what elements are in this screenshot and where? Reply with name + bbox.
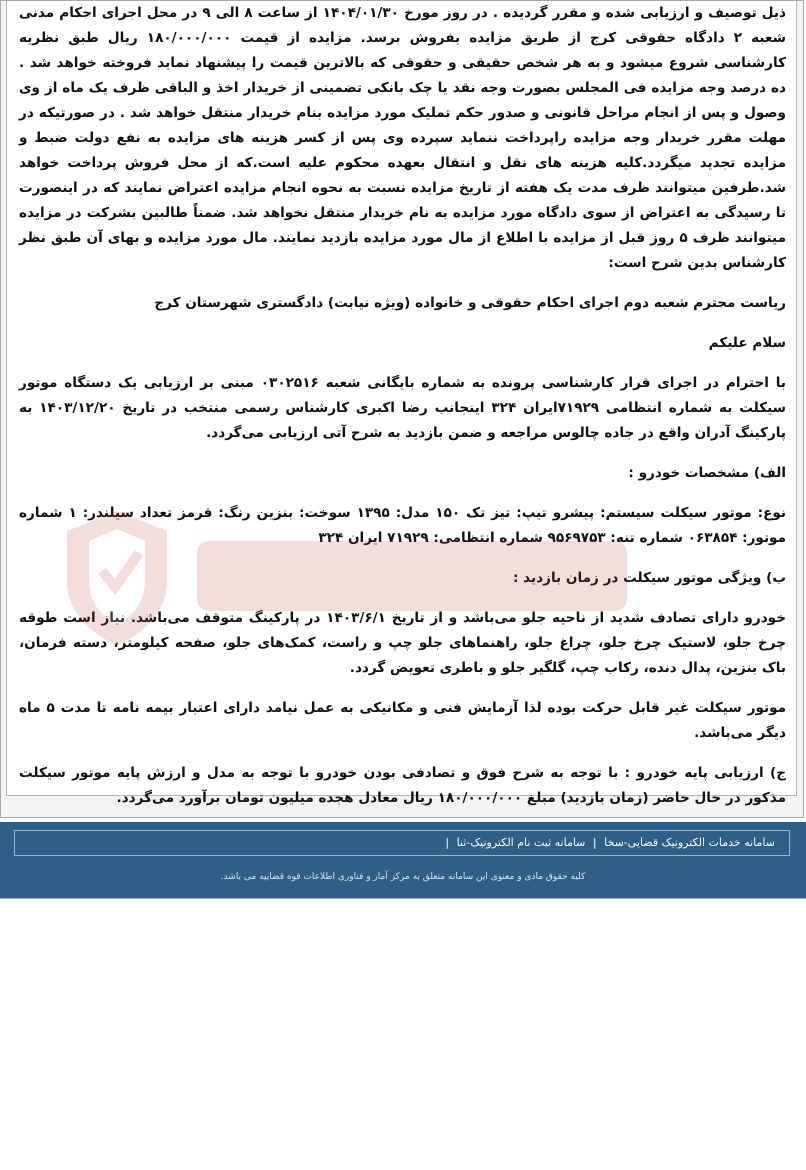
respect-paragraph: با احترام در اجرای قرار کارشناسی پرونده به شماره بایگانی شعبه ۰۳۰۲۵۱۶ مبنی بر ارزیابی یک دستگاه موتور سیکلت به شماره انتظامی ۷۱۹۲۹ایران ۳۲۴ اینجانب رضا اکبری کارشناس رسمی منتخب در تاریخ ۱۴۰۳/۱۲/۲۰ به پارکینگ آدران واقع در جاده چالوس مراجعه و ضمن بازدید به شرح آتی ارزیابی می‌گردد. — [19, 375, 787, 441]
greeting-line: سلام علیکم — [708, 335, 786, 351]
section-a-body: نوع: موتور سیکلت سیستم: پیشرو تیپ: تیز تک ۱۵۰ مدل: ۱۳۹۵ سوخت: بنزین رنگ: قرمز تعداد سیلندر: ۱ شماره موتور: ۰۶۳۸۵۴ شماره تنه: ۹۵۶۹۷۵۳ شماره انتظامی: ۷۱۹۲۹ ایران ۳۲۴ — [19, 505, 787, 546]
footer-link-sana[interactable]: سامانه ثبت نام الکترونیک-ثنا — [456, 836, 586, 849]
site-footer — [0, 822, 806, 899]
section-a-title: الف) مشخصات خودرو : — [628, 465, 786, 481]
section-b-body: خودرو دارای تصادف شدید از ناحیه جلو می‌باشد و از تاریخ ۱۴۰۳/۶/۱ در پارکینگ متوقف می‌باشد. نیاز است طوقه چرخ جلو، لاستیک چرخ جلو، چراغ جلو، راهنماهای جلو چپ و راست، کمک‌های جلو، صفحه کیلومتر، دسته فرمان، باک بنزین، پدال دنده، رکاب چپ، گلگیر جلو و باطری تعویض گردد. — [19, 610, 786, 676]
footer-link-sakha[interactable]: سامانه خدمات الکترونیک قضایی-سخا — [604, 836, 775, 849]
addressee-line: ریاست محترم شعبه دوم اجرای احکام حقوقی و خانواده (ویژه نیابت) دادگستری شهرستان کرج — [154, 295, 786, 311]
document-body — [7, 1, 796, 811]
document-panel — [6, 1, 797, 806]
section-b-title: ب) ویژگی موتور سیکلت در زمان بازدید : — [513, 570, 786, 586]
footer-separator-end: | — [445, 836, 450, 849]
footer-links-bar — [14, 830, 790, 856]
footer-copyright: کلیه حقوق مادی و معنوی این سامانه متعلق به مرکز آمار و فناوری اطلاعات قوه قضاییه می باشد. — [220, 872, 586, 882]
section-c-body: ج) ارزیابی پایه خودرو : با توجه به شرح فوق و تصادفی بودن خودرو با توجه به مدل و ارزش پایه موتور سیکلت مذکور در حال حاضر (زمان بازدید) مبلغ ۱۸۰/۰۰۰/۰۰۰ ریال معادل هجده میلیون تومان برآورد می‌گردد. — [19, 765, 786, 806]
footer-separator: | — [592, 836, 597, 849]
auction-intro-paragraph: ذیل توصیف و ارزیابی شده و مقرر گردیده . در روز مورخ ۱۴۰۴/۰۱/۳۰ از ساعت ۸ الی ۹ در محل اجرای احکام مدنی شعبه ۲ دادگاه حقوقی کرج از طریق مزایده بفروش برسد. مزایده از قیمت ۱۸۰/۰۰۰/۰۰۰ ریال طبق نظریه کارشناسی شروع میشود و به هر شخص حقیقی و حقوقی که بالاترین قیمت را پیشنهاد نماید فروخته خواهد شد . ده درصد وجه مزایده فی المجلس بصورت وجه نقد یا چک بانکی تضمینی از خریدار اخذ و الباقی ظرف یک ماه از وی وصول و پس از انجام مراحل قانونی و صدور حکم تملیک مورد مزایده بنام خریدار منتقل خواهد شد . در صورتیکه در مهلت مقرر خریدار وجه مزایده راپرداخت ننماید سپرده وی پس از کسر هزینه های مزایده به نفع دولت ضبط و مزایده تجدید میگردد.کلیه هزینه های نقل و انتقال بعهده محکوم علیه است.که از محل فروش پرداخت خواهد شد.طرفین میتوانند ظرف مدت یک هفته از تاریخ مزایده نسبت به نحوه انجام مزایده اعتراض نمایند که در اینصورت تا رسیدگی به اعتراض از سوی دادگاه مورد مزایده به نام خریدار منتقل نخواهد شد. ضمناً طالبین بشرکت در مزایده میتوانند ظرف ۵ روز قبل از مزایده با اطلاع از مال مورد مزایده بازدید نمایند. مال مورد مزایده و بهای آن طبق نظر کارشناس بدین شرح است: — [19, 5, 787, 271]
inspection-note: موتور سیکلت غیر قابل حرکت بوده لذا آزمایش فنی و مکانیکی به عمل نیامد دارای اعتبار بیمه نامه تا مدت ۵ ماه دیگر می‌باشد. — [19, 700, 787, 741]
